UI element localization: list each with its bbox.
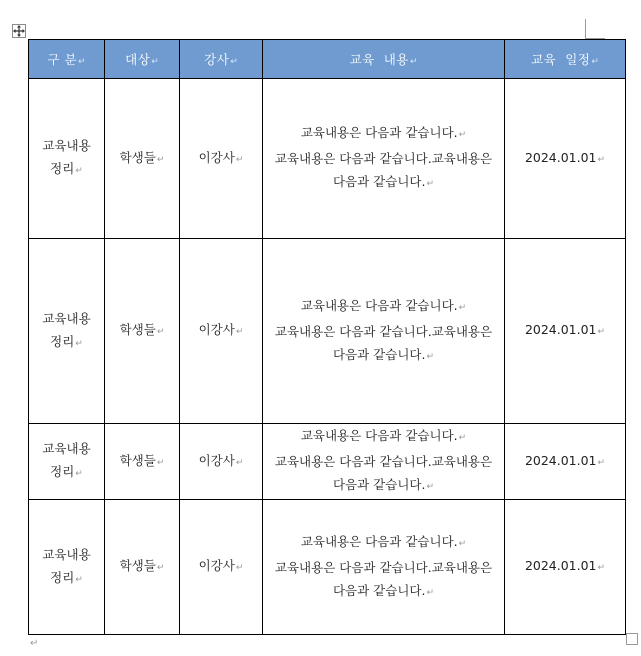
cell-date[interactable]: 2024.01.01↵ <box>505 424 626 500</box>
cell-target[interactable]: 학생들↵ <box>105 500 180 635</box>
table-move-handle-icon[interactable] <box>12 24 26 38</box>
table-row <box>29 79 626 239</box>
cell-target[interactable]: 학생들↵ <box>105 79 180 239</box>
cell-date[interactable]: 2024.01.01↵ <box>505 239 626 424</box>
header-content[interactable]: 교육 내용↵ <box>263 40 505 79</box>
paragraph-mark: ↵ <box>30 638 39 649</box>
move-arrows-icon <box>13 25 25 37</box>
table-row <box>29 424 626 500</box>
cell-content[interactable]: 교육내용은 다음과 같습니다.↵ 교육내용은 다음과 같습니다.교육내용은 다음과 같습니다.↵ <box>263 239 505 424</box>
cell-instructor[interactable]: 이강사↵ <box>180 239 263 424</box>
cell-date[interactable]: 2024.01.01↵ <box>505 500 626 635</box>
cell-target[interactable]: 학생들↵ <box>105 424 180 500</box>
cell-category[interactable]: 교육내용 정리↵ <box>29 424 105 500</box>
cell-content[interactable]: 교육내용은 다음과 같습니다.↵ 교육내용은 다음과 같습니다.교육내용은 다음과 같습니다.↵ <box>263 500 505 635</box>
header-category[interactable]: 구 분↵ <box>29 40 105 79</box>
cell-category[interactable]: 교육내용 정리↵ <box>29 79 105 239</box>
table-row <box>29 500 626 635</box>
header-target[interactable]: 대상↵ <box>105 40 180 79</box>
cell-instructor[interactable]: 이강사↵ <box>180 500 263 635</box>
table-header-row <box>29 40 626 79</box>
cell-instructor[interactable]: 이강사↵ <box>180 424 263 500</box>
table-row <box>29 239 626 424</box>
cell-date[interactable]: 2024.01.01↵ <box>505 79 626 239</box>
table-resize-handle[interactable] <box>626 633 638 645</box>
header-schedule[interactable]: 교육 일정↵ <box>505 40 626 79</box>
cell-content[interactable]: 교육내용은 다음과 같습니다.↵ 교육내용은 다음과 같습니다.교육내용은 다음과 같습니다.↵ <box>263 79 505 239</box>
cell-category[interactable]: 교육내용 정리↵ <box>29 500 105 635</box>
cell-content[interactable]: 교육내용은 다음과 같습니다.↵ 교육내용은 다음과 같습니다.교육내용은 다음과 같습니다.↵ <box>263 424 505 500</box>
cell-instructor[interactable]: 이강사↵ <box>180 79 263 239</box>
header-instructor[interactable]: 강사↵ <box>180 40 263 79</box>
cell-target[interactable]: 학생들↵ <box>105 239 180 424</box>
cell-category[interactable]: 교육내용 정리↵ <box>29 239 105 424</box>
education-table <box>28 39 626 635</box>
page-corner-mark <box>585 19 605 39</box>
